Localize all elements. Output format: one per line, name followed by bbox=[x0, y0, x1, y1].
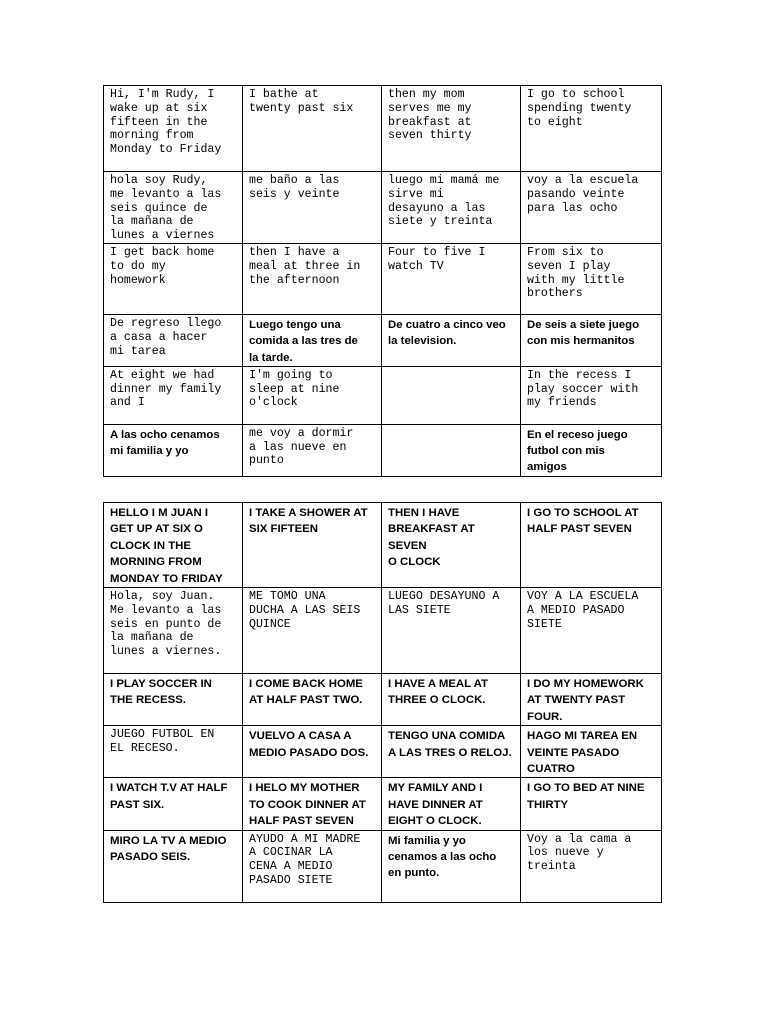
table-row bbox=[104, 830, 662, 902]
table-cell: HELLO I M JUAN I GET UP AT SIX O CLOCK IN THE MORNING FROM MONDAY TO FRIDAY bbox=[104, 503, 243, 588]
table-cell: me voy a dormir a las nueve en punto bbox=[243, 424, 382, 476]
table-row bbox=[104, 314, 662, 366]
table-row bbox=[104, 366, 662, 424]
table-cell: Four to five I watch TV bbox=[382, 243, 521, 314]
table-cell: MY FAMILY AND I HAVE DINNER AT EIGHT O CLOCK. bbox=[382, 778, 521, 830]
table-cell: THEN I HAVE BREAKFAST AT SEVEN O CLOCK bbox=[382, 503, 521, 588]
table-row bbox=[104, 726, 662, 778]
table-row bbox=[104, 172, 662, 244]
table-cell: I DO MY HOMEWORK AT TWENTY PAST FOUR. bbox=[521, 674, 662, 726]
table-cell: LUEGO DESAYUNO A LAS SIETE bbox=[382, 588, 521, 674]
table-row bbox=[104, 674, 662, 726]
table-cell: At eight we had dinner my family and I bbox=[104, 366, 243, 424]
table-cell: Voy a la cama a los nueve y treinta bbox=[521, 830, 662, 902]
table-cell: ME TOMO UNA DUCHA A LAS SEIS QUINCE bbox=[243, 588, 382, 674]
table-cell: I GO TO BED AT NINE THIRTY bbox=[521, 778, 662, 830]
table-cell: En el receso juego futbol con mis amigos bbox=[521, 424, 662, 476]
table-row bbox=[104, 503, 662, 588]
table-cell: I get back home to do my homework bbox=[104, 243, 243, 314]
table-row bbox=[104, 424, 662, 476]
table-cell: AYUDO A MI MADRE A COCINAR LA CENA A MEDIO PASADO SIETE bbox=[243, 830, 382, 902]
table-cell: A las ocho cenamos mi familia y yo bbox=[104, 424, 243, 476]
table-cell: Luego tengo una comida a las tres de la tarde. bbox=[243, 314, 382, 366]
table-cell: Hi, I'm Rudy, I wake up at six fifteen in the morning from Monday to Friday bbox=[104, 86, 243, 172]
table-cell: I bathe at twenty past six bbox=[243, 86, 382, 172]
table-cell: In the recess I play soccer with my friends bbox=[521, 366, 662, 424]
table-cell: I HAVE A MEAL AT THREE O CLOCK. bbox=[382, 674, 521, 726]
table-cell: MIRO LA TV A MEDIO PASADO SEIS. bbox=[104, 830, 243, 902]
table-cell: De regreso llego a casa a hacer mi tarea bbox=[104, 314, 243, 366]
table-row bbox=[104, 588, 662, 674]
table-cell: I PLAY SOCCER IN THE RECESS. bbox=[104, 674, 243, 726]
rudy-routine-table bbox=[103, 85, 662, 477]
table-cell: then I have a meal at three in the afternoon bbox=[243, 243, 382, 314]
table-cell: HAGO MI TAREA EN VEINTE PASADO CUATRO bbox=[521, 726, 662, 778]
juan-routine-table bbox=[103, 502, 662, 903]
table-row bbox=[104, 778, 662, 830]
table-cell: JUEGO FUTBOL EN EL RECESO. bbox=[104, 726, 243, 778]
table-cell: VUELVO A CASA A MEDIO PASADO DOS. bbox=[243, 726, 382, 778]
table-cell: I go to school spending twenty to eight bbox=[521, 86, 662, 172]
table-cell: From six to seven I play with my little brothers bbox=[521, 243, 662, 314]
table-cell: De seis a siete juego con mis hermanitos bbox=[521, 314, 662, 366]
juan-table-body bbox=[104, 503, 662, 903]
table-cell: De cuatro a cinco veo la television. bbox=[382, 314, 521, 366]
table-cell: I'm going to sleep at nine o'clock bbox=[243, 366, 382, 424]
table-cell: I TAKE A SHOWER AT SIX FIFTEEN bbox=[243, 503, 382, 588]
table-cell: me baño a las seis y veinte bbox=[243, 172, 382, 244]
table-cell: VOY A LA ESCUELA A MEDIO PASADO SIETE bbox=[521, 588, 662, 674]
table-row bbox=[104, 86, 662, 172]
table-cell: I COME BACK HOME AT HALF PAST TWO. bbox=[243, 674, 382, 726]
table-cell bbox=[382, 424, 521, 476]
table-row bbox=[104, 243, 662, 314]
table-cell: I GO TO SCHOOL AT HALF PAST SEVEN bbox=[521, 503, 662, 588]
rudy-table-body bbox=[104, 86, 662, 477]
table-cell: Hola, soy Juan. Me levanto a las seis en punto de la mañana de lunes a viernes. bbox=[104, 588, 243, 674]
table-cell: then my mom serves me my breakfast at seven thirty bbox=[382, 86, 521, 172]
table-cell: TENGO UNA COMIDA A LAS TRES O RELOJ. bbox=[382, 726, 521, 778]
table-cell: voy a la escuela pasando veinte para las ocho bbox=[521, 172, 662, 244]
table-cell: Mi familia y yo cenamos a las ocho en punto. bbox=[382, 830, 521, 902]
table-cell: I WATCH T.V AT HALF PAST SIX. bbox=[104, 778, 243, 830]
table-cell: I HELO MY MOTHER TO COOK DINNER AT HALF PAST SEVEN bbox=[243, 778, 382, 830]
table-cell bbox=[382, 366, 521, 424]
table-cell: luego mi mamá me sirve mi desayuno a las siete y treinta bbox=[382, 172, 521, 244]
table-cell: hola soy Rudy, me levanto a las seis quince de la mañana de lunes a viernes bbox=[104, 172, 243, 244]
